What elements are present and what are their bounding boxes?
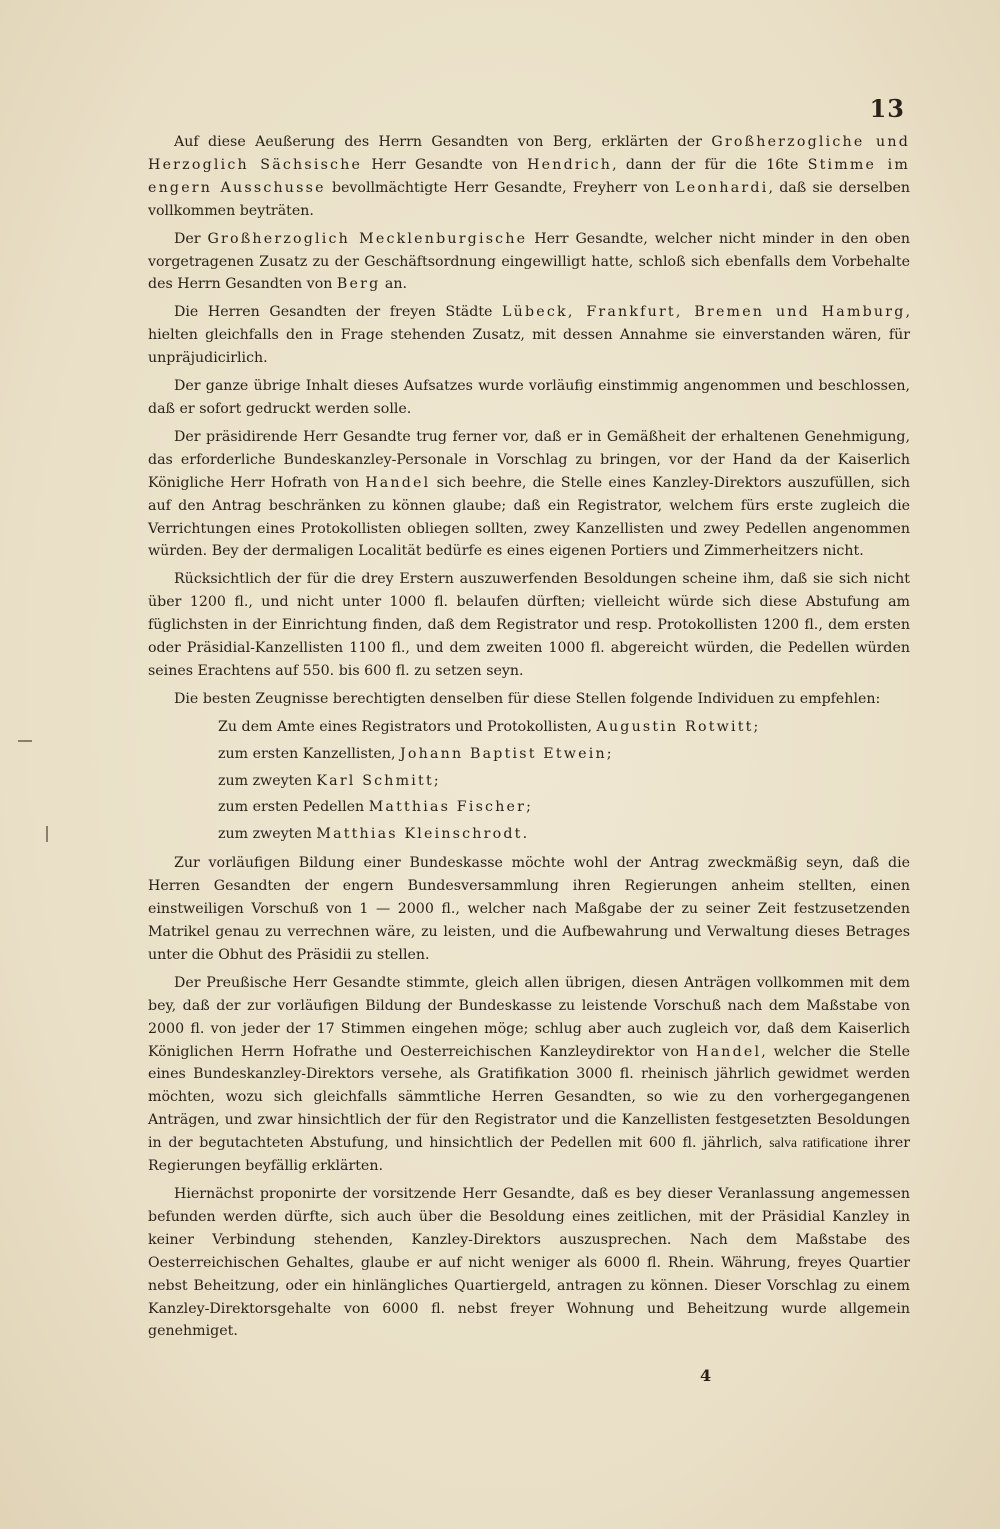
paragraph bbox=[148, 301, 910, 370]
list-item-role: Zu dem Amte eines Registrators und Protokollisten, bbox=[218, 718, 597, 735]
signature-mark: 4 bbox=[700, 1366, 712, 1385]
emphasized-name: Berg bbox=[336, 276, 381, 293]
paragraph bbox=[148, 852, 910, 967]
list-item-punct: ; bbox=[433, 772, 439, 789]
text-run: Rücksichtlich der für die drey Erstern auszuwerfenden Besoldungen scheine ihm, daß sie sich nicht über 1200 fl., und nicht unter 1000 fl. belaufen dürften; vielleicht würde sich diese Abstufung am füglichsten in der Einrichtung finden, daß dem Registrator und resp. Protokollisten 1200 fl., dem ersten oder Präsidial-Kanzellisten 1100 fl., und dem zweiten 1000 fl. abgereicht würden, die Pedellen würden seines Erachtens auf 550. bis 600 fl. zu setzen seyn. bbox=[148, 571, 910, 679]
text-run: Herr Gesandte von bbox=[362, 156, 528, 173]
text-run: bevollmächtigte Herr Gesandte, Freyherr von bbox=[325, 179, 676, 196]
list-item bbox=[218, 823, 910, 846]
list-item-name: Matthias Kleinschrodt bbox=[316, 826, 523, 843]
paragraph bbox=[148, 1183, 910, 1343]
paragraph bbox=[148, 568, 910, 683]
paragraph bbox=[148, 131, 910, 223]
list-item bbox=[218, 716, 910, 739]
margin-mark bbox=[46, 826, 48, 842]
text-run: Die Herren Gesandten der freyen Städte bbox=[174, 304, 503, 321]
paragraph bbox=[148, 375, 910, 421]
paragraph bbox=[148, 426, 910, 563]
paragraph bbox=[148, 972, 910, 1178]
text-run: an. bbox=[380, 276, 408, 293]
list-item-name: Johann Baptist Etwein bbox=[400, 745, 607, 762]
text-run: Die besten Zeugnisse berechtigten denselben für diese Stellen folgende Individuen zu empfehlen: bbox=[174, 690, 881, 707]
text-run: Auf diese Aeußerung des Herrn Gesandten von Berg, erklärten der bbox=[174, 134, 712, 150]
emphasized-name: Stimme im engern Ausschusse bbox=[148, 156, 911, 196]
paragraph bbox=[148, 228, 910, 297]
emphasized-name: Großherzogliche und Herzoglich Sächsische bbox=[148, 134, 910, 173]
paragraph bbox=[148, 688, 910, 711]
latin-phrase: salva ratificatione bbox=[769, 1135, 868, 1151]
list-item-name: Karl Schmitt bbox=[316, 772, 434, 789]
list-item-punct: ; bbox=[753, 718, 759, 735]
text-run: , dann der für die 16te bbox=[612, 156, 808, 173]
list-item bbox=[218, 743, 910, 766]
list-item-name: Augustin Rotwitt bbox=[596, 718, 754, 735]
text-run: Der ganze übrige Inhalt dieses Aufsatzes wurde vorläufig einstimmig angenommen und beschlossen, daß er sofort gedruckt werden solle. bbox=[148, 378, 910, 417]
page-number: 13 bbox=[869, 94, 905, 123]
nomination-list bbox=[148, 716, 910, 847]
text-run: , daß sie derselben vollkommen beyträten. bbox=[148, 179, 910, 219]
emphasized-name: Hendrich bbox=[527, 156, 613, 173]
list-item-role: zum zweyten bbox=[218, 772, 317, 789]
text-run: Herr Gesandte, welcher nicht minder in den oben vorgetragenen Zusatz zu der Geschäftsordnung eingewilligt hatte, schloß sich ebenfalls dem Vorbehalte des Herrn Gesandten von bbox=[148, 230, 910, 293]
list-item-role: zum zweyten bbox=[218, 826, 317, 843]
paragraphs-before bbox=[148, 131, 910, 711]
list-item-punct: . bbox=[522, 826, 528, 843]
body-text bbox=[148, 131, 910, 1348]
emphasized-name: Leonhardi bbox=[675, 179, 769, 196]
list-item bbox=[218, 770, 910, 793]
paragraphs-after bbox=[148, 852, 910, 1343]
emphasized-name: Handel bbox=[365, 474, 431, 491]
text-run: Hiernächst proponirte der vorsitzende Herr Gesandte, daß es bey dieser Veranlassung angemessen befunden werden dürfte, sich auch über die Besoldung eines zeitlichen, mit der Präsidial Kanzley in keiner Verbindung stehenden, Kanzley-Direktors auszusprechen. Nach dem Maßstabe des Oesterreichischen Gehaltes, glaube er auf nicht weniger als 6000 fl. Rhein. Währung, freyes Quartier nebst Beheitzung, oder ein hinlängliches Quartiergeld, antragen zu können. Dieser Vorschlag zu einem Kanzley-Direktorsgehalte von 6000 fl. nebst freyer Wohnung und Beheitzung wurde allgemein genehmiget. bbox=[148, 1185, 910, 1340]
text-run: Der präsidirende Herr Gesandte trug ferner vor, daß er in Gemäßheit der erhaltenen Genehmigung, das erforderliche Bundeskanzley-Personale in Vorschlag zu bringen, vor der Hand da der Kaiserlich Königliche Herr Hofrath von bbox=[148, 428, 910, 491]
list-item-punct: ; bbox=[606, 745, 612, 762]
list-item-name: Matthias Fischer bbox=[368, 799, 527, 816]
list-item-punct: ; bbox=[526, 799, 531, 816]
text-run: , welcher die Stelle eines Bundeskanzley-Direktors versehe, als Gratifikation 3000 fl. rheinisch jährlich gewidmet werden möchten, wozu sich gleichfalls sämmtliche Herren Gesandten, so wie zu den vorhergegangenen Anträgen, und zwar hinsichtlich der für den Registrator und die Kanzellisten festgesetzten Besoldungen in der begutachteten Abstufung, und hinsichtlich der Pedellen mit 600 fl. jährlich, bbox=[148, 1043, 910, 1152]
list-item bbox=[218, 796, 910, 819]
text-run: Zur vorläufigen Bildung einer Bundeskasse möchte wohl der Antrag zweckmäßig seyn, daß die Herren Gesandten der engern Bundesversammlung ihren Regierungen anheim stellten, einen einstweiligen Vorschuß von 1 — 2000 fl., welcher nach Maßgabe der zu seiner Zeit festzusetzenden Matrikel genau zu verrechnen wäre, zu leisten, und die Aufbewahrung und Verwaltung dieses Betrages unter die Obhut des Präsidii zu stellen. bbox=[148, 855, 910, 963]
emphasized-name: Lübeck, Frankfurt, Bremen und Hamburg bbox=[502, 304, 906, 321]
text-run: Der bbox=[174, 230, 208, 247]
list-item-role: zum ersten Pedellen bbox=[218, 799, 369, 816]
text-run: Der Preußische Herr Gesandte stimmte, gleich allen übrigen, diesen Anträgen vollkommen mit dem bey, daß der zur vorläufigen Bildung der Bundeskasse zu leistende Vorschuß nach dem Maßstabe von 2000 fl. von jeder der 17 Stimmen eingehen möge; schlug aber auch zugleich vor, daß dem Kaiserlich Königlichen Herrn Hofrathe und Oesterreichischen Kanzleydirektor von bbox=[148, 974, 910, 1060]
text-run: sich beehre, die Stelle eines Kanzley-Direktors auszufüllen, sich auf den Antrag beschränken zu können glaube; daß ein Registrator, welchem fürs erste zugleich die Verrichtungen eines Protokollisten obliegen sollten, zwey Kanzellisten und zwey Pedellen angenommen würden. Bey der dermaligen Localität bedürfe es eines eigenen Portiers und Zimmerheitzers nicht. bbox=[148, 474, 910, 560]
text-run: , hielten gleichfalls den in Frage stehenden Zusatz, mit dessen Annahme sie einverstanden wären, für unpräjudicirlich. bbox=[148, 304, 910, 367]
margin-mark bbox=[18, 740, 32, 742]
text-run: ihrer Regierungen beyfällig erklärten. bbox=[148, 1135, 910, 1175]
list-item-role: zum ersten Kanzellisten, bbox=[218, 745, 400, 762]
emphasized-name: Großherzoglich Mecklenburgische bbox=[207, 230, 528, 247]
emphasized-name: Handel bbox=[696, 1043, 762, 1060]
